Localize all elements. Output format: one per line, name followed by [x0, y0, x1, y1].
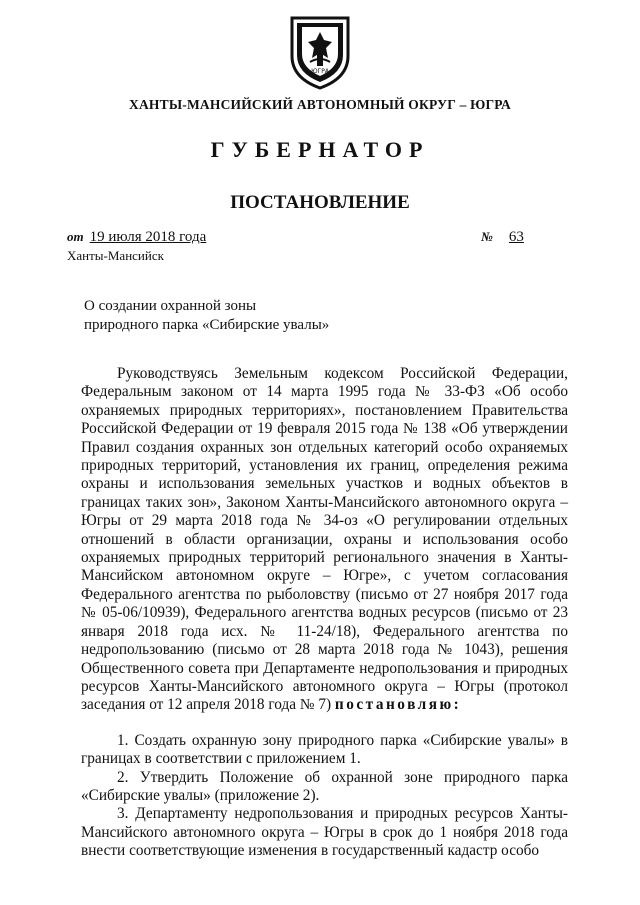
item-paragraph: 2. Утвердить Положение об охранной зоне природного парка «Сибирские увалы» (приложение 2). [81, 768, 568, 804]
date-line [67, 229, 208, 246]
subject-line-2: природного парка «Сибирские увалы» [84, 317, 330, 333]
decree-word: постановляю: [334, 696, 462, 714]
number-prefix: № [481, 229, 493, 244]
governor-heading: ГУБЕРНАТОР [210, 137, 430, 162]
document-date: 19 июля 2018 года [89, 229, 207, 245]
preamble-paragraph [81, 365, 568, 715]
preamble-text: Руководствуясь Земельным кодексом Российской Федерации, Федеральным законом от 14 марта 1995 года № 33-ФЗ «Об особо охраняемых природных территориях», постановлением Правительства Российской Федерации от 19 февраля 2015 года № 138 «Об утверждении Правил создания охранных зон отдельных категорий особо охраняемых природных территорий, установления их границ, определения режима охраны и использования земельных участков и водных объектов в границах таких зон», Законом Ханты-Мансийского автономного округа – Югры от 29 марта 2018 года № 34-оз «О регулировании отдельных отношений в области организации, охраны и использования особо охраняемых природных территорий регионального значения в Ханты-Мансийском автономном округе – Югре», с учетом согласования Федерального агентства по рыболовству (письмо от 27 ноября 2017 года № 05-06/10939), Федерального агентства водных ресурсов (письмо от 23 января 2018 года исх. № 11-24/18), Федерального агентства по недропользованию (письмо от 28 марта 2018 года № 1043), решения Общественного совета при Департаменте недропользования и природных ресурсов Ханты-Мансийского автономного округа – Югры (протокол заседания от 12 апреля 2018 года № 7) [81, 365, 568, 714]
document-subject [84, 297, 329, 335]
item-paragraph: 1. Создать охранную зону природного парка «Сибирские увалы» в границах в соответствии с приложением 1. [81, 731, 568, 768]
region-name: ХАНТЫ-МАНСИЙСКИЙ АВТОНОМНЫЙ ОКРУГ – ЮГРА [129, 97, 511, 112]
coat-of-arms-emblem [286, 12, 354, 92]
emblem-caption: ЮГРА [311, 68, 329, 75]
document-body [81, 365, 568, 861]
document-number: 63 [508, 229, 524, 245]
document-type-heading: ПОСТАНОВЛЕНИЕ [230, 192, 410, 213]
date-prefix: от [67, 229, 84, 244]
item-paragraph: 3. Департаменту недропользования и природных ресурсов Ханты-Мансийского автономного округа – Югры в срок до 1 ноября 2018 года внести соответствующие изменения в государственный кадастр особо [81, 805, 568, 860]
subject-line-1: О создании охранной зоны [84, 298, 257, 314]
number-line [481, 229, 528, 246]
city-name: Ханты-Мансийск [67, 248, 164, 263]
